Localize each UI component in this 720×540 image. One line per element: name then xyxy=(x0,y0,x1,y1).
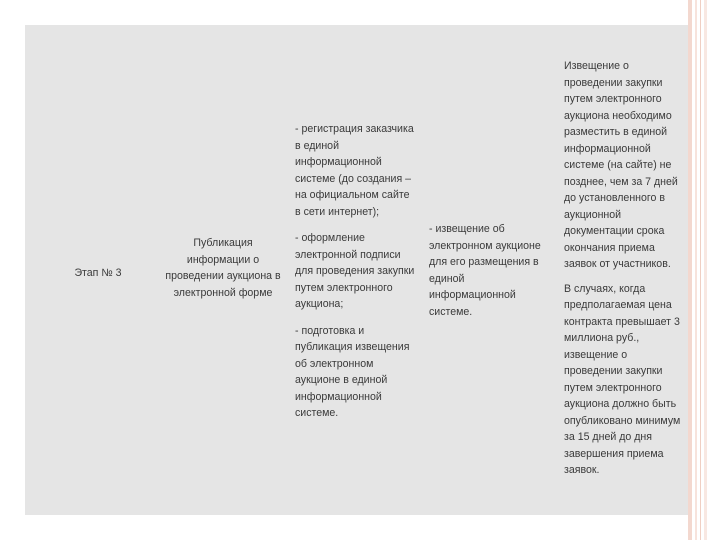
stage-cell: Этап № 3 xyxy=(74,267,122,279)
text-line: В случаях, когда xyxy=(564,282,646,295)
text-line: завершения приема xyxy=(564,447,664,460)
text-line: системе. xyxy=(429,305,473,318)
text-line: проведении закупки xyxy=(564,76,663,89)
text-line: заявок от участников. xyxy=(564,258,671,270)
text-line: системе (до создания – xyxy=(295,172,412,185)
text-line: Извещение о xyxy=(564,60,629,72)
decor-stripe xyxy=(688,0,692,540)
text-line: путем электронного xyxy=(564,381,662,394)
text-line: проведении аукциона в xyxy=(165,270,281,282)
text-line: путем электронного xyxy=(295,281,393,294)
slide-content xyxy=(25,25,688,515)
text-line: публикация извещения xyxy=(295,341,410,353)
text-line: - подготовка и xyxy=(295,324,365,337)
deadline-cell xyxy=(564,58,688,479)
text-line: предполагаемая цена xyxy=(564,299,672,311)
action-item xyxy=(295,323,435,422)
text-line: аукциона; xyxy=(295,298,344,310)
text-line: в единой xyxy=(295,139,339,152)
text-line: информационной xyxy=(429,289,516,301)
text-line: извещение о xyxy=(564,348,628,361)
text-line: за 15 дней до дня xyxy=(564,431,652,443)
decor-stripe xyxy=(704,0,707,540)
text-line: Публикация xyxy=(193,237,253,249)
text-line: разместить в единой xyxy=(564,126,668,138)
stage-title-cell xyxy=(143,235,303,301)
text-line: - извещение об xyxy=(429,223,505,235)
text-line: проведении закупки xyxy=(564,365,663,377)
text-line: системе (на сайте) не xyxy=(564,159,672,171)
text-line: электронном аукционе xyxy=(429,239,541,252)
text-line: об электронном xyxy=(295,357,374,370)
text-line: аукциона необходимо xyxy=(564,109,672,122)
decor-stripe xyxy=(700,0,701,540)
text-line: контракта превышает 3 xyxy=(564,315,680,328)
text-line: в сети интернет); xyxy=(295,205,380,218)
text-line: путем электронного xyxy=(564,93,662,105)
text-line: системе. xyxy=(295,407,339,419)
result-cell xyxy=(429,221,561,320)
text-line: электронной подписи xyxy=(295,248,401,261)
text-line: информационной xyxy=(564,142,651,155)
action-item xyxy=(295,121,435,220)
text-line: - регистрация заказчика xyxy=(295,123,414,135)
text-line: информационной xyxy=(295,390,382,403)
text-line: информационной xyxy=(295,156,382,168)
text-line: электронной форме xyxy=(173,286,273,299)
text-line: информации о xyxy=(186,253,260,266)
text-line: до установленного в xyxy=(564,192,666,204)
text-line: аукционной xyxy=(564,208,622,221)
text-line: окончания приема xyxy=(564,241,655,254)
text-line: документации срока xyxy=(564,225,665,237)
action-item xyxy=(295,230,435,313)
text-line: позднее, чем за 7 дней xyxy=(564,175,678,188)
text-line: единой xyxy=(429,272,465,285)
text-line: заявок. xyxy=(564,464,600,476)
text-line: - оформление xyxy=(295,232,365,244)
text-line: миллиона руб., xyxy=(564,332,640,344)
text-line: опубликовано минимум xyxy=(564,414,681,427)
text-line: аукционе в единой xyxy=(295,374,388,386)
text-line: для его размещения в xyxy=(429,256,539,268)
text-line: аукциона должно быть xyxy=(564,398,677,410)
text-line: на официальном сайте xyxy=(295,189,410,201)
deadline-paragraph xyxy=(564,281,688,479)
decor-stripe xyxy=(695,0,697,540)
deadline-paragraph xyxy=(564,58,688,273)
actions-cell xyxy=(295,121,435,422)
text-line: для проведения закупки xyxy=(295,265,415,277)
